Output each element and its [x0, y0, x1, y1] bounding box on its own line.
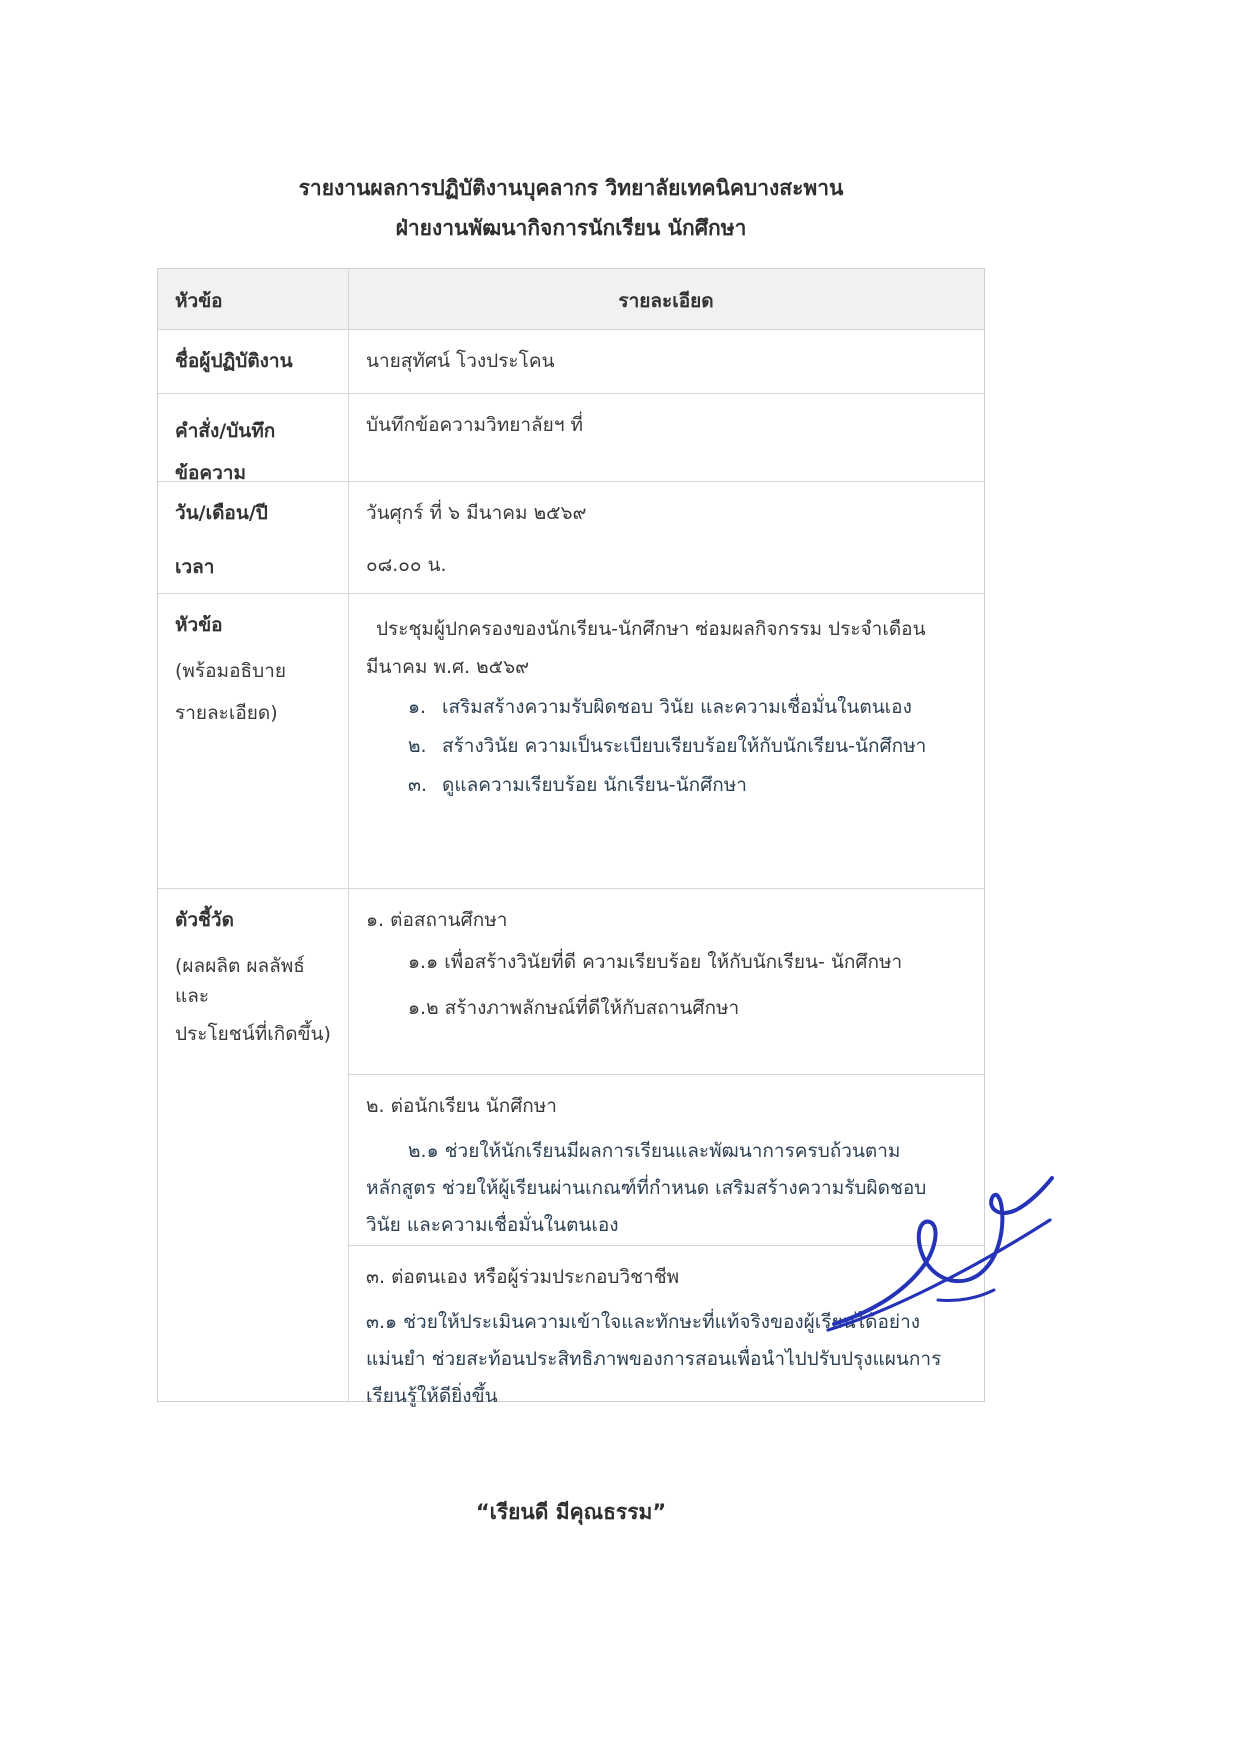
order-value-cell	[349, 394, 984, 481]
table-row-datetime	[158, 481, 984, 593]
table-header-row	[158, 269, 984, 329]
table-row-kpi	[158, 888, 984, 1407]
topic-detail-value-cell	[349, 594, 984, 888]
performer-value-cell	[349, 330, 984, 393]
header-topic-cell	[158, 269, 349, 329]
kpi-section-school	[349, 889, 984, 1074]
order-memo-text: บันทึกข้อความวิทยาลัยฯ ที่	[366, 414, 584, 436]
datetime-topic-line1: วัน/เดือน/ปี	[175, 502, 268, 524]
kpi-section-heading: ๒. ต่อนักเรียน นักศึกษา	[366, 1095, 557, 1117]
time-value: ๐๘.๐๐ น.	[366, 554, 447, 576]
performer-name: นายสุทัศน์ โวงประโคน	[366, 350, 555, 372]
topic-paragraph: ประชุมผู้ปกครองของนักเรียน-นักศึกษา ซ่อมผลกิจกรรม ประจำเดือน มีนาคม พ.ศ. ๒๕๖๙	[366, 618, 926, 678]
topic-list	[366, 692, 966, 800]
list-item-number: ๓.	[408, 774, 428, 796]
topic-detail-line3: รายละเอียด)	[175, 702, 278, 724]
order-topic-line2: ข้อความ	[175, 462, 246, 484]
report-table	[157, 268, 985, 1407]
kpi-section-students	[349, 1074, 984, 1245]
list-item-text: เสริมสร้างความรับผิดชอบ วินัย และความเชื่อมั่นในตนเอง	[442, 696, 912, 718]
header-details-label: รายละเอียด	[618, 290, 714, 312]
page-title-line1: รายงานผลการปฏิบัติงานบุคลากร วิทยาลัยเทคนิคบางสะพาน	[298, 176, 844, 200]
list-item-number: ๑.	[408, 696, 427, 718]
list-item	[408, 692, 966, 722]
order-topic-line1: คำสั่ง/บันทึก	[175, 420, 276, 442]
datetime-topic-cell	[158, 482, 349, 593]
kpi-topic-line3: ประโยชน์ที่เกิดขึ้น)	[175, 1023, 331, 1045]
performer-topic-cell	[158, 330, 349, 393]
table-row-topic-detail	[158, 593, 984, 888]
kpi-section-heading: ๑. ต่อสถานศึกษา	[366, 909, 508, 931]
kpi-section-line: ๑.๒ สร้างภาพลักษณ์ที่ดีให้กับสถานศึกษา	[408, 997, 740, 1019]
list-item-number: ๒.	[408, 735, 427, 757]
list-item	[408, 770, 966, 800]
datetime-topic-line2: เวลา	[175, 556, 215, 578]
kpi-section-paragraph: ๒.๑ ช่วยให้นักเรียนมีผลการเรียนและพัฒนาการครบถ้วนตามหลักสูตร ช่วยให้ผู้เรียนผ่านเกณฑ์ที่กำหนด เสริมสร้างความรับผิดชอบ วินัย และความเชื่อมั่นในตนเอง	[366, 1140, 927, 1236]
table-row-order-memo	[158, 393, 984, 484]
list-item-text: สร้างวินัย ความเป็นระเบียบเรียบร้อยให้กับนักเรียน-นักศึกษา	[442, 735, 927, 757]
page-title-line2: ฝ่ายงานพัฒนากิจการนักเรียน นักศึกษา	[395, 216, 747, 240]
topic-detail-line2: (พร้อมอธิบาย	[175, 660, 286, 682]
performer-topic-label: ชื่อผู้ปฏิบัติงาน	[175, 350, 293, 372]
kpi-details-column	[349, 889, 984, 1407]
datetime-value-cell	[349, 482, 984, 593]
header-topic-label: หัวข้อ	[175, 290, 223, 312]
list-item	[408, 731, 966, 761]
topic-detail-topic-cell	[158, 594, 349, 888]
kpi-topic-cell	[158, 889, 349, 1401]
topic-detail-line1: หัวข้อ	[175, 614, 223, 636]
table-row-performer	[158, 329, 984, 393]
document-body	[157, 0, 985, 1407]
document-title-block	[157, 168, 985, 248]
kpi-section-paragraph: ๓.๑ ช่วยให้ประเมินความเข้าใจและทักษะที่แท้จริงของผู้เรียนได้อย่างแม่นยำ ช่วยสะท้อนประสิทธิภาพของการสอนเพื่อนำไปปรับปรุงแผนการเรียนรู้ให้ดียิ่งขึ้น	[366, 1311, 942, 1407]
kpi-topic-line1: ตัวชี้วัด	[175, 909, 234, 931]
footer-quote: “เรียนดี มีคุณธรรม”	[475, 1500, 667, 1524]
kpi-topic-line2: (ผลผลิต ผลลัพธ์ และ	[175, 955, 305, 1007]
order-topic-cell	[158, 394, 349, 484]
header-details-cell	[349, 269, 984, 329]
kpi-section-self	[349, 1245, 984, 1407]
kpi-section-line: ๑.๑ เพื่อสร้างวินัยที่ดี ความเรียบร้อย ให้กับนักเรียน- นักศึกษา	[408, 951, 903, 973]
kpi-section-heading: ๓. ต่อตนเอง หรือผู้ร่วมประกอบวิชาชีพ	[366, 1266, 680, 1288]
date-value: วันศุกร์ ที่ ๖ มีนาคม ๒๕๖๙	[366, 502, 587, 524]
list-item-text: ดูแลความเรียบร้อย นักเรียน-นักศึกษา	[442, 774, 747, 796]
